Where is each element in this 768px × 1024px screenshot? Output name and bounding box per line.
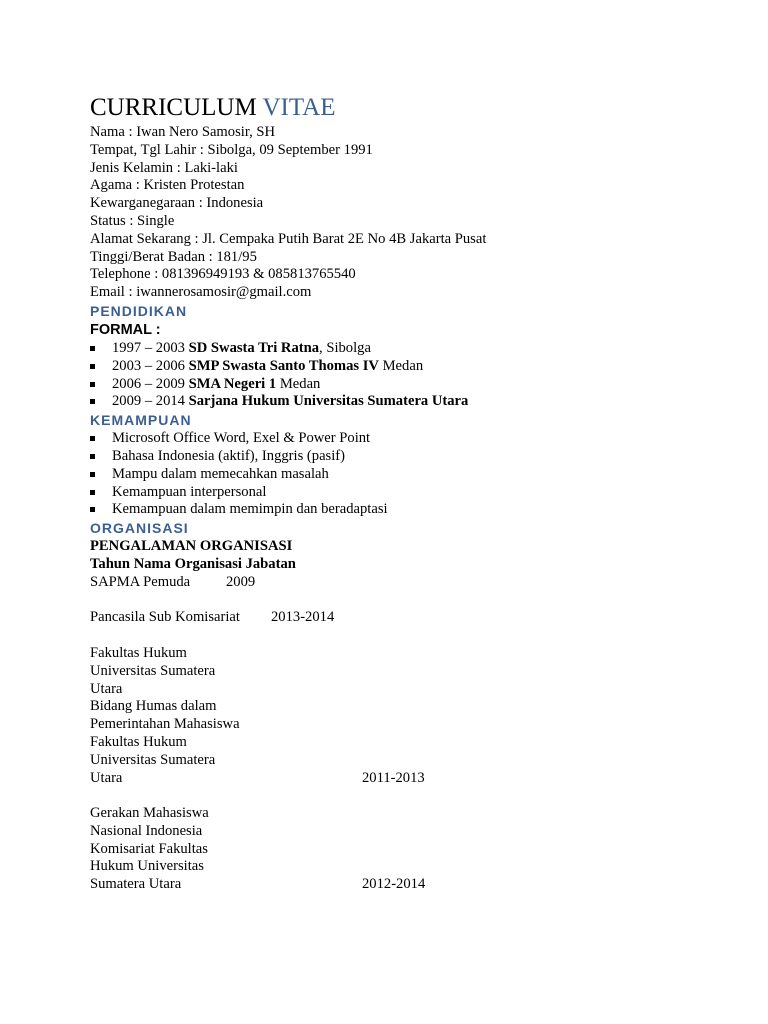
skill-item [90, 501, 710, 519]
org-year: 2011-2013 [362, 769, 425, 786]
education-list [90, 340, 710, 411]
org-year: 2009 [226, 573, 256, 590]
education-years: 2003 – 2006 [112, 357, 185, 374]
org-block-line: Komisariat Fakultas [90, 840, 208, 857]
section-heading-pendidikan: PENDIDIKAN [90, 302, 188, 319]
organisasi-columns-header: Tahun Nama Organisasi Jabatan [90, 555, 296, 572]
personal-height-weight: Tinggi/Berat Badan : 181/95 [90, 248, 257, 265]
org-row-pancasila [90, 609, 710, 627]
bullet-icon [90, 436, 95, 441]
education-item [90, 358, 710, 376]
skill-item [90, 448, 710, 466]
skill-text: Microsoft Office Word, Exel & Power Point [112, 430, 371, 447]
formal-subheading: FORMAL : [90, 321, 161, 338]
org-name: Pancasila Sub Komisariat [90, 609, 240, 626]
personal-religion: Agama : Kristen Protestan [90, 177, 245, 194]
education-years: 2006 – 2009 [112, 375, 185, 392]
org-block-line: Sumatera Utara [90, 876, 182, 893]
org-block-line: Bidang Humas dalam [90, 698, 217, 715]
education-item [90, 393, 710, 411]
personal-nationality: Kewarganegaraan : Indonesia [90, 195, 264, 212]
org-block-gerakan [90, 805, 710, 894]
org-block-line: Fakultas Hukum [90, 644, 187, 661]
title-accent: VITAE [262, 94, 336, 121]
org-block-line: Gerakan Mahasiswa [90, 805, 209, 822]
cv-document [90, 92, 710, 894]
title-main: CURRICULUM [90, 94, 257, 121]
skill-text: Kemampuan dalam memimpin dan beradaptasi [112, 501, 388, 518]
skill-text: Mampu dalam memecahkan masalah [112, 465, 329, 482]
org-name: SAPMA Pemuda [90, 573, 191, 590]
skill-item [90, 484, 710, 502]
personal-address: Alamat Sekarang : Jl. Cempaka Putih Barat 2E No 4B Jakarta Pusat [90, 230, 487, 247]
spacer [90, 627, 710, 645]
education-school: SMA Negeri 1 [188, 375, 277, 392]
bullet-icon [90, 399, 95, 404]
personal-email: Email : iwannerosamosir@gmail.com [90, 284, 312, 301]
personal-telephone: Telephone : 081396949193 & 085813765540 [90, 266, 356, 283]
org-block-line: Universitas Sumatera [90, 662, 216, 679]
education-item [90, 340, 710, 358]
education-place: Medan [276, 375, 321, 392]
education-years: 2009 – 2014 [112, 393, 185, 410]
education-place: Medan [378, 357, 424, 374]
bullet-icon [90, 346, 95, 351]
org-block-line: Hukum Universitas [90, 858, 204, 875]
section-heading-organisasi: ORGANISASI [90, 520, 189, 537]
cv-title [90, 92, 710, 124]
org-year: 2013-2014 [271, 609, 335, 626]
org-block-fakultas [90, 645, 710, 787]
org-block-line: Nasional Indonesia [90, 822, 203, 839]
org-block-line: Fakultas Hukum [90, 733, 187, 750]
bullet-icon [90, 364, 95, 369]
org-year: 2012-2014 [362, 876, 426, 893]
spacer [90, 592, 710, 610]
personal-name: Nama : Iwan Nero Samosir, SH [90, 124, 276, 140]
skill-text: Kemampuan interpersonal [112, 483, 267, 500]
bullet-icon [90, 472, 95, 477]
personal-birth: Tempat, Tgl Lahir : Sibolga, 09 September 1991 [90, 141, 373, 158]
org-block-line: Pemerintahan Mahasiswa [90, 716, 240, 733]
bullet-icon [90, 490, 95, 495]
personal-gender: Jenis Kelamin : Laki-laki [90, 159, 238, 176]
bullet-icon [90, 454, 95, 459]
org-block-line: Universitas Sumatera [90, 751, 216, 768]
skill-text: Bahasa Indonesia (aktif), Inggris (pasif) [112, 447, 346, 464]
spacer [90, 787, 710, 805]
section-heading-kemampuan: KEMAMPUAN [90, 412, 192, 429]
personal-status: Status : Single [90, 212, 175, 229]
org-block-line: Utara [90, 680, 123, 697]
bullet-icon [90, 382, 95, 387]
org-block-last-row [90, 876, 710, 894]
education-school: SMP Swasta Santo Thomas IV [188, 357, 379, 374]
education-place: , Sibolga [319, 339, 371, 356]
skills-list [90, 430, 710, 519]
org-block-line: Utara [90, 769, 123, 786]
skill-item [90, 430, 710, 448]
skill-item [90, 466, 710, 484]
education-school: SD Swasta Tri Ratna [188, 339, 320, 356]
organisasi-subheading: PENGALAMAN ORGANISASI [90, 538, 293, 555]
education-school: Sarjana Hukum Universitas Sumatera Utara [188, 393, 469, 410]
org-row-sapma [90, 574, 710, 592]
personal-info [90, 124, 710, 302]
bullet-icon [90, 507, 95, 512]
org-block-last-row [90, 770, 710, 788]
education-item [90, 376, 710, 394]
education-years: 1997 – 2003 [112, 339, 185, 356]
